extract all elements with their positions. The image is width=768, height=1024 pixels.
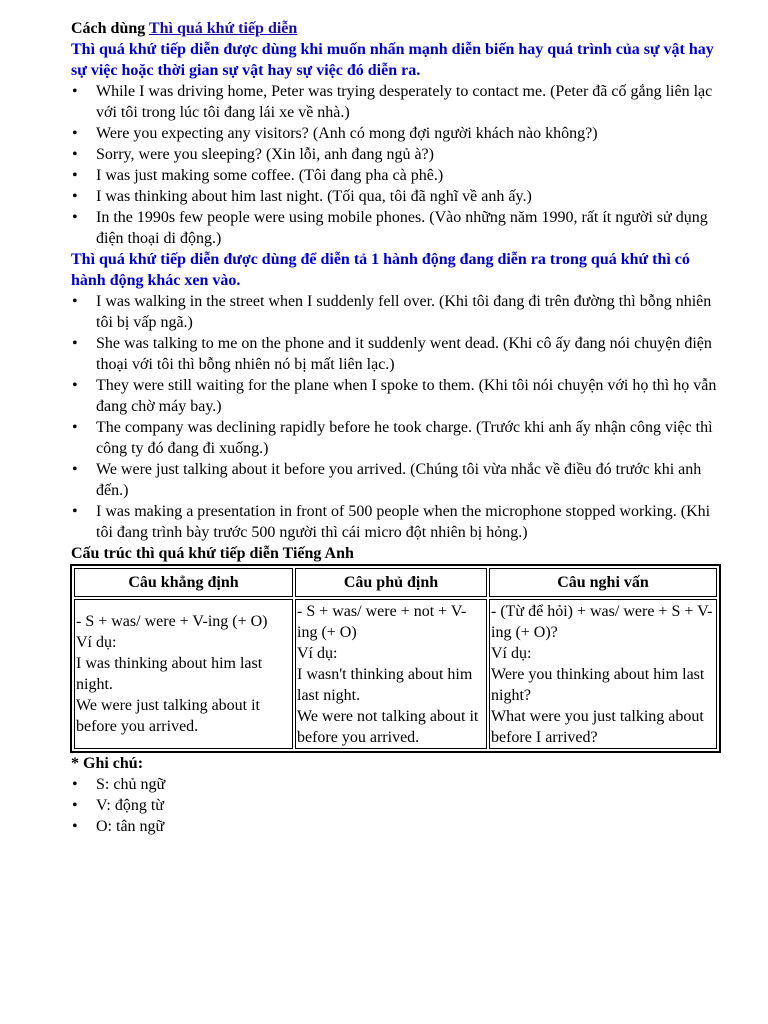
list-item: • S: chủ ngữ xyxy=(71,774,720,795)
cell-line: Ví dụ: xyxy=(76,634,117,651)
notes-title: * Ghi chú: xyxy=(71,755,144,772)
usage-heading-2: Thì quá khứ tiếp diễn được dùng để diễn tả 1 hành động đang diễn ra trong quá khứ thì có hành động khác xen vào. xyxy=(71,251,690,289)
page-title xyxy=(71,18,720,39)
cell-line: Ví dụ: xyxy=(491,644,532,662)
list-item: • V: động từ xyxy=(71,795,720,816)
list-item: • I was just making some coffee. (Tôi đang pha cà phê.) xyxy=(71,165,720,186)
cell-affirmative xyxy=(74,599,293,749)
cell-line: We were just talking about it before you arrived. xyxy=(76,697,260,735)
cell-line: - (Từ để hỏi) + was/ were + S + V-ing (+ O)? xyxy=(491,602,713,641)
list-item: • I was making a presentation in front of 500 people when the microphone stopped working. (Khi tôi đang trình bày trước 500 người thì cái micro đột nhiên bị hỏng.) xyxy=(71,501,720,543)
list-item: • Sorry, were you sleeping? (Xin lỗi, anh đang ngủ à?) xyxy=(71,144,720,165)
list-item: • Were you expecting any visitors? (Anh có mong đợi người khách nào không?) xyxy=(71,123,720,144)
cell-negative xyxy=(295,599,487,749)
cell-line: What were you just talking about before I arrived? xyxy=(491,707,704,746)
usage-list-1 xyxy=(71,81,720,249)
usage-list-2 xyxy=(71,291,720,543)
header-negative: Câu phủ định xyxy=(295,568,487,597)
cell-line: - S + was/ were + not + V-ing (+ O) xyxy=(297,602,467,641)
list-item: • In the 1990s few people were using mobile phones. (Vào những năm 1990, rất ít người sử dụng điện thoại di động.) xyxy=(71,207,720,249)
tense-link[interactable]: Thì quá khứ tiếp diễn xyxy=(148,20,298,37)
structure-title: Cấu trúc thì quá khứ tiếp diễn Tiếng Anh xyxy=(71,545,354,562)
title-prefix: Cách dùng xyxy=(71,20,146,37)
usage-heading-1: Thì quá khứ tiếp diễn được dùng khi muốn nhấn mạnh diễn biến hay quá trình của sự vật hay sự việc hoặc thời gian sự vật hay sự việc đó diễn ra. xyxy=(71,41,714,79)
list-item: • O: tân ngữ xyxy=(71,816,720,837)
cell-line: - S + was/ were + V-ing (+ O) xyxy=(76,613,268,630)
list-item: • She was talking to me on the phone and it suddenly went dead. (Khi cô ấy đang nói chuyện điện thoại với tôi thì bỗng nhiên nó bị mất liên lạc.) xyxy=(71,333,720,375)
list-item: • We were just talking about it before you arrived. (Chúng tôi vừa nhắc về điều đó trước khi anh đến.) xyxy=(71,459,720,501)
list-item: • While I was driving home, Peter was trying desperately to contact me. (Peter đã cố gắng liên lạc với tôi trong lúc tôi đang lái xe về nhà.) xyxy=(71,81,720,123)
structure-table xyxy=(70,564,721,753)
cell-line: I was thinking about him last night. xyxy=(76,655,263,693)
cell-line: I wasn't thinking about him last night. xyxy=(297,665,473,704)
list-item: • They were still waiting for the plane when I spoke to them. (Khi tôi nói chuyện với họ thì họ vẫn đang chờ máy bay.) xyxy=(71,375,720,417)
cell-interrogative xyxy=(489,599,717,749)
notes-list xyxy=(71,774,720,837)
table-row xyxy=(74,599,717,749)
list-item: • The company was declining rapidly before he took charge. (Trước khi anh ấy nhận công việc thì công ty đó đang đi xuống.) xyxy=(71,417,720,459)
cell-line: Were you thinking about him last night? xyxy=(491,665,705,704)
table-header-row xyxy=(74,568,717,597)
header-interrogative: Câu nghi vấn xyxy=(489,568,717,597)
cell-line: We were not talking about it before you arrived. xyxy=(297,707,479,746)
header-affirmative: Câu khẳng định xyxy=(74,568,293,597)
list-item: • I was thinking about him last night. (Tối qua, tôi đã nghĩ về anh ấy.) xyxy=(71,186,720,207)
list-item: • I was walking in the street when I suddenly fell over. (Khi tôi đang đi trên đường thì bỗng nhiên tôi bị vấp ngã.) xyxy=(71,291,720,333)
cell-line: Ví dụ: xyxy=(297,644,338,662)
